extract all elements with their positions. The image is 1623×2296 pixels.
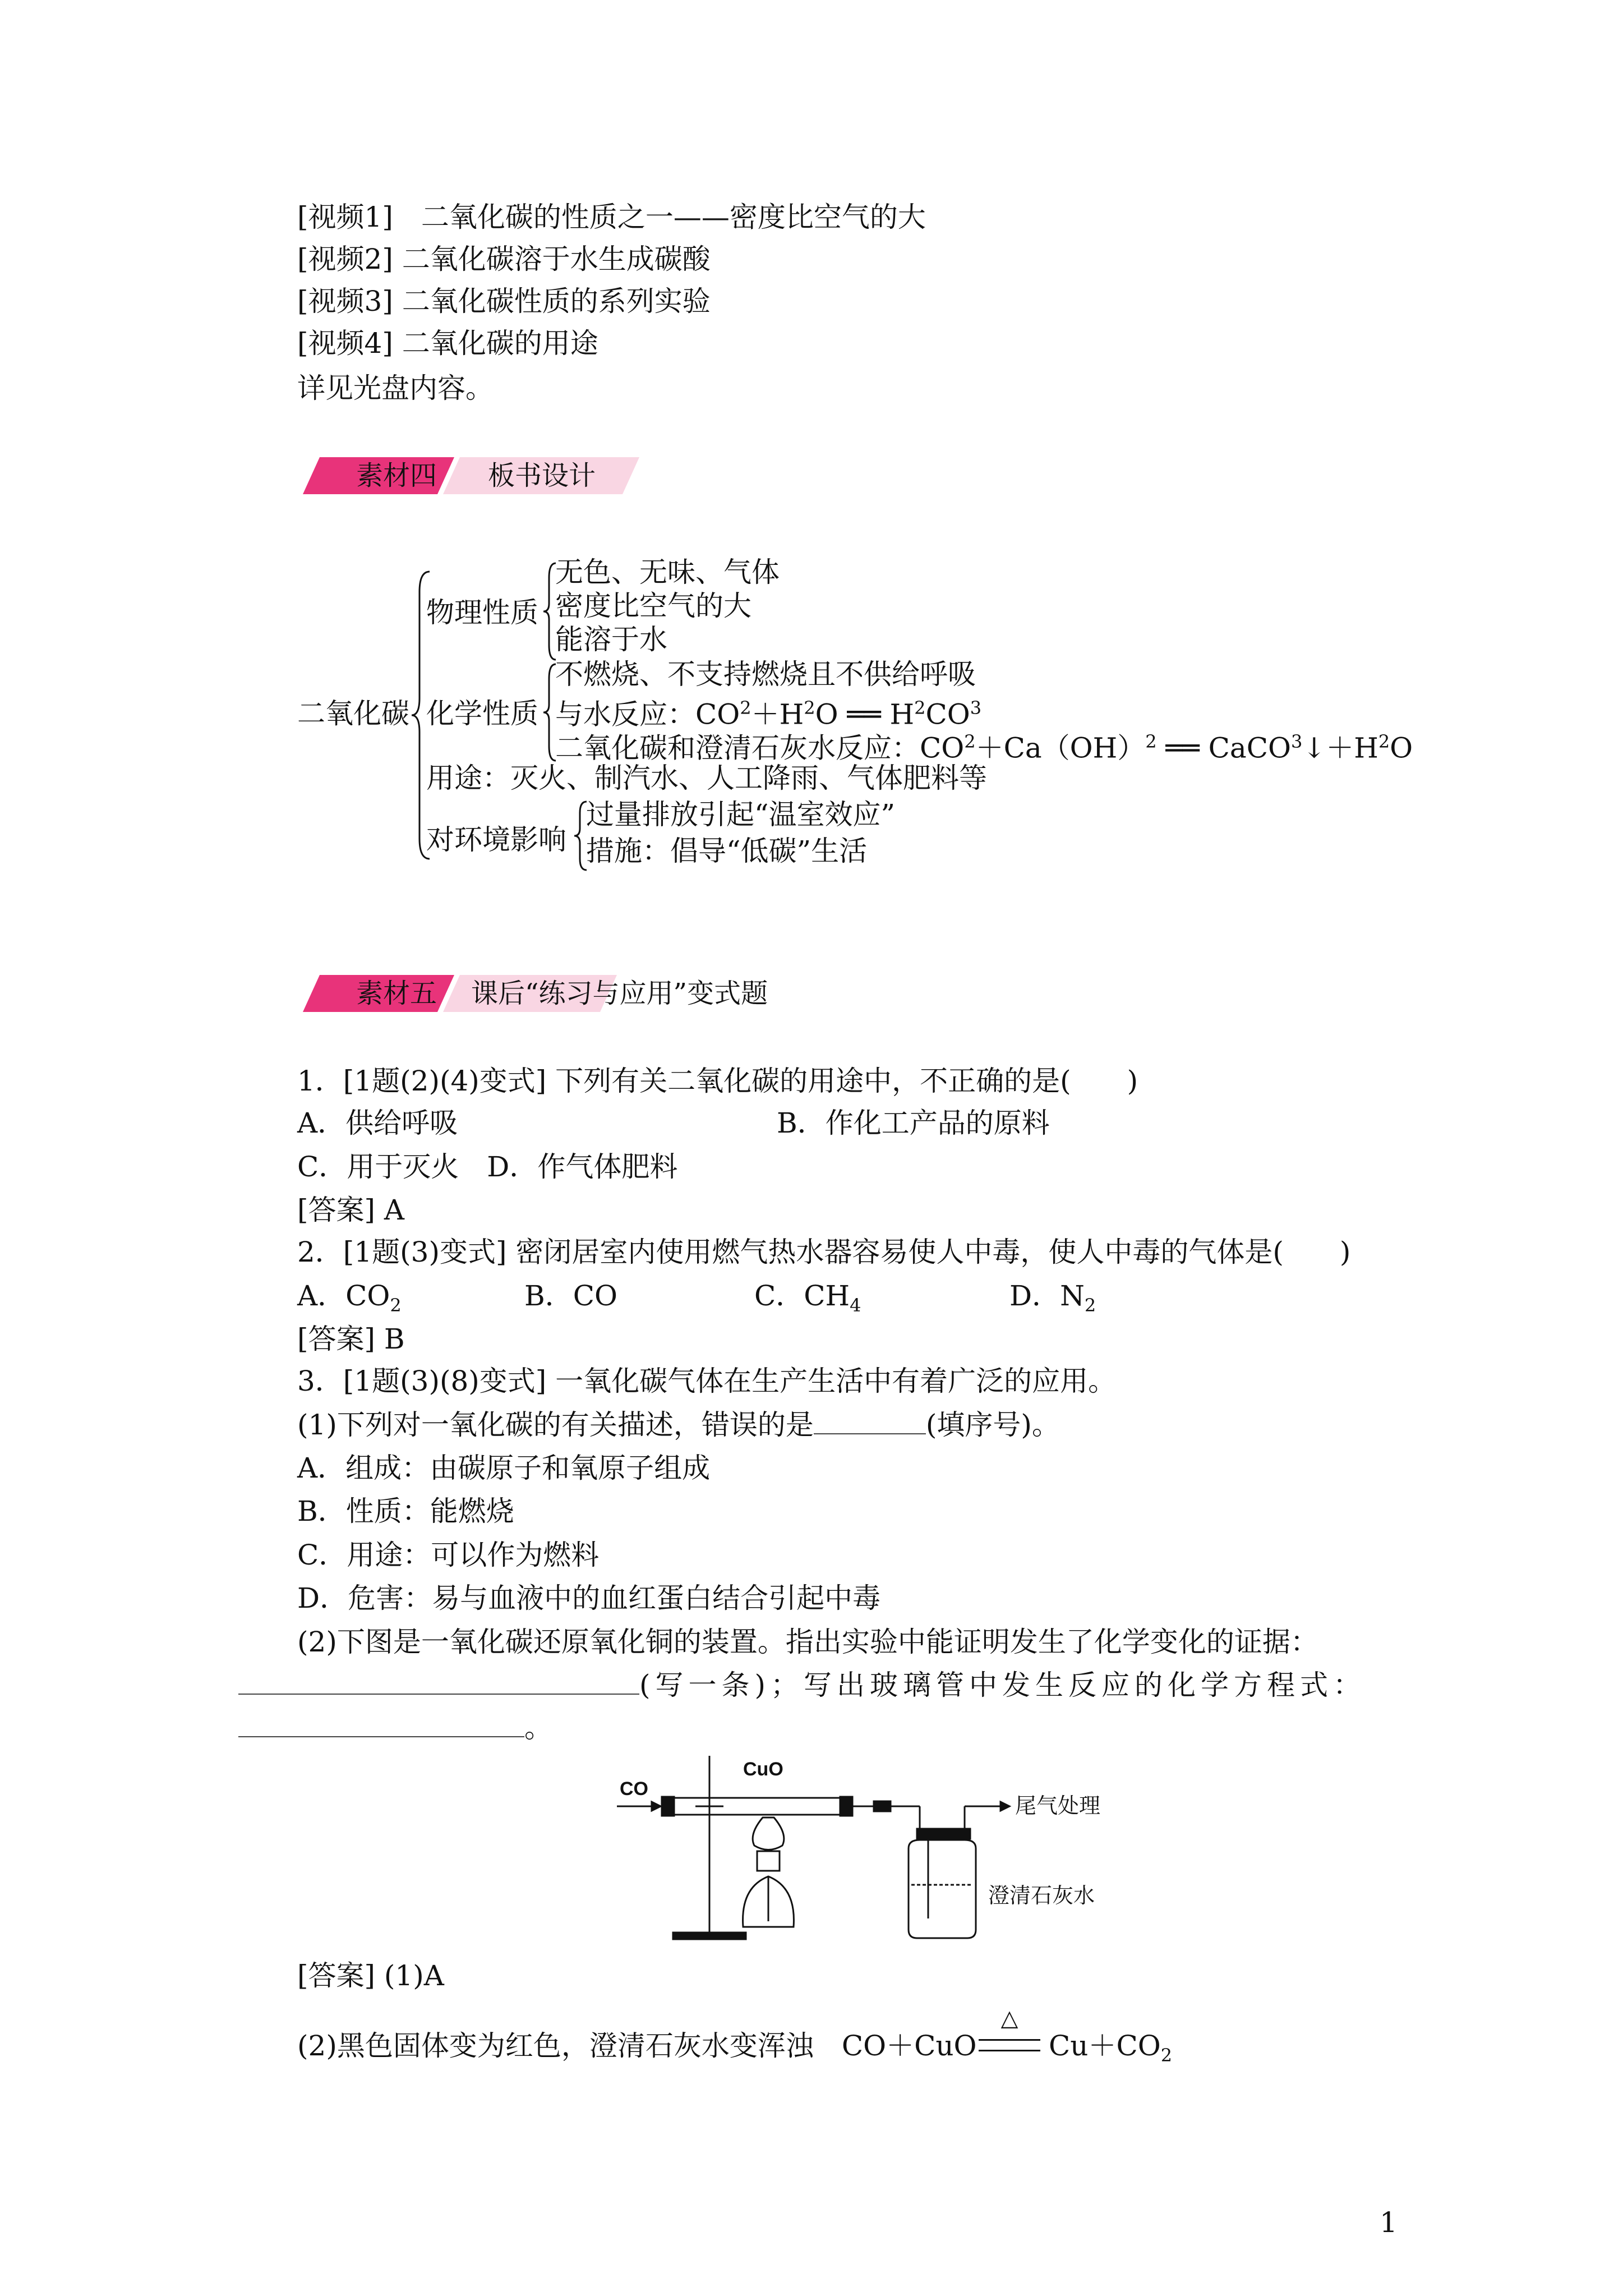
use-line: 用途：灭火、制汽水、人工降雨、气体肥料等 bbox=[426, 762, 987, 794]
q3-option-d: D．危害：易与血液中的血红蛋白结合引起中毒 bbox=[297, 1582, 881, 1614]
q2-option-a: A．$CO_2$ bbox=[297, 1280, 402, 1316]
q1-option-a: A．供给呼吸 bbox=[297, 1107, 458, 1139]
eq-sign bbox=[979, 2039, 1040, 2051]
env-item-1: 过量排放引起“温室效应” bbox=[586, 798, 896, 831]
q2-option-d: D．$N_2$ bbox=[1009, 1280, 1096, 1316]
video-3: [视频3] 二氧化碳性质的系列实验 bbox=[297, 285, 711, 318]
env-label: 对环境影响 bbox=[426, 823, 566, 856]
physical-item-3: 能溶于水 bbox=[555, 623, 667, 656]
fig-co-label: CO bbox=[620, 1778, 648, 1800]
video-4: [视频4] 二氧化碳的用途 bbox=[297, 327, 598, 360]
q3-part2-line3: 。 bbox=[238, 1710, 552, 1746]
video-1: [视频1] 二氧化碳的性质之一——密度比空气的大 bbox=[297, 201, 926, 233]
q3-part1: (1)下列对一氧化碳的有关描述，错误的是 (填序号)。 bbox=[297, 1409, 1060, 1441]
q3-part2-line2: (写一条)；写出玻璃管中发生反应的化学方程式： bbox=[238, 1667, 1366, 1703]
eq-right: $Cu+CO_2$ bbox=[1049, 2030, 1173, 2066]
q3-option-a: A．组成：由碳原子和氧原子组成 bbox=[297, 1452, 711, 1484]
q3-answer-2: (2)黑色固体变为红色，澄清石灰水变浑浊 CO＋CuO bbox=[297, 2030, 977, 2062]
fig-cuo-label: CuO bbox=[743, 1759, 783, 1780]
q2-stem: 2．[1题(3)变式] 密闭居室内使用燃气热水器容易使人中毒，使人中毒的气体是( ) bbox=[297, 1236, 1351, 1268]
chemical-item-1: 不燃烧、不支持燃烧且不供给呼吸 bbox=[555, 658, 976, 691]
q3-option-c: C．用途：可以作为燃料 bbox=[297, 1539, 600, 1571]
video-2: [视频2] 二氧化碳溶于水生成碳酸 bbox=[297, 243, 711, 275]
tree-root: 二氧化碳 bbox=[297, 697, 409, 730]
physical-item-2: 密度比空气的大 bbox=[555, 590, 751, 622]
fig-tail-label: 尾气处理 bbox=[1015, 1793, 1101, 1818]
chemical-item-3: 二氧化碳和澄清石灰水反应：$CO^2+Ca(OH)^2$ ══ $CaCO^3↓+H^2O$ bbox=[555, 731, 1413, 765]
section4-tag: 素材四 bbox=[356, 460, 437, 491]
fig-lime-label: 澄清石灰水 bbox=[988, 1883, 1095, 1908]
q3-part2: (2)下图是一氧化碳还原氧化铜的装置。指出实验中能证明发生了化学变化的证据： bbox=[297, 1626, 1318, 1658]
page-number: 1 bbox=[1380, 2206, 1398, 2239]
physical-item-1: 无色、无味、气体 bbox=[555, 556, 780, 588]
q1-option-cd: C．用于灭火 D．作气体肥料 bbox=[297, 1151, 678, 1183]
chemical-item-2: 与水反应：$CO^2+H^2O$ ══ $H^2CO^3$ bbox=[555, 697, 982, 731]
q1-stem: 1．[1题(2)(4)变式] 下列有关二氧化碳的用途中，不正确的是( ) bbox=[297, 1065, 1138, 1097]
eq-condition: △ bbox=[1000, 2005, 1018, 2031]
env-item-2: 措施：倡导“低碳”生活 bbox=[586, 835, 868, 867]
chemical-label: 化学性质 bbox=[426, 697, 538, 730]
q3-part1-blank[interactable] bbox=[814, 1433, 926, 1434]
q3-stem: 3．[1题(3)(8)变式] 一氧化碳气体在生产生活中有着广泛的应用。 bbox=[297, 1365, 1117, 1397]
q3-evidence-blank[interactable] bbox=[238, 1694, 639, 1695]
q2-option-c: C．$CH_4$ bbox=[754, 1280, 861, 1316]
q1-option-b: B．作化工产品的原料 bbox=[777, 1107, 1050, 1139]
section5-title: 课后“练习与应用”变式题 bbox=[471, 978, 768, 1009]
q1-answer: [答案] A bbox=[297, 1194, 405, 1226]
q2-option-b: B．CO bbox=[524, 1280, 617, 1312]
q3-answer-1: [答案] (1)A bbox=[297, 1959, 444, 1992]
section5-tag: 素材五 bbox=[356, 978, 437, 1009]
section4-title: 板书设计 bbox=[488, 460, 596, 491]
video-note: 详见光盘内容。 bbox=[297, 372, 494, 404]
apparatus-figure bbox=[606, 1742, 1110, 1949]
section4-banner bbox=[303, 457, 639, 494]
q2-answer: [答案] B bbox=[297, 1323, 405, 1355]
q3-equation-blank[interactable] bbox=[238, 1736, 524, 1737]
section5-banner bbox=[303, 975, 920, 1012]
physical-label: 物理性质 bbox=[426, 596, 538, 629]
q3-option-b: B．性质：能燃烧 bbox=[297, 1495, 514, 1527]
